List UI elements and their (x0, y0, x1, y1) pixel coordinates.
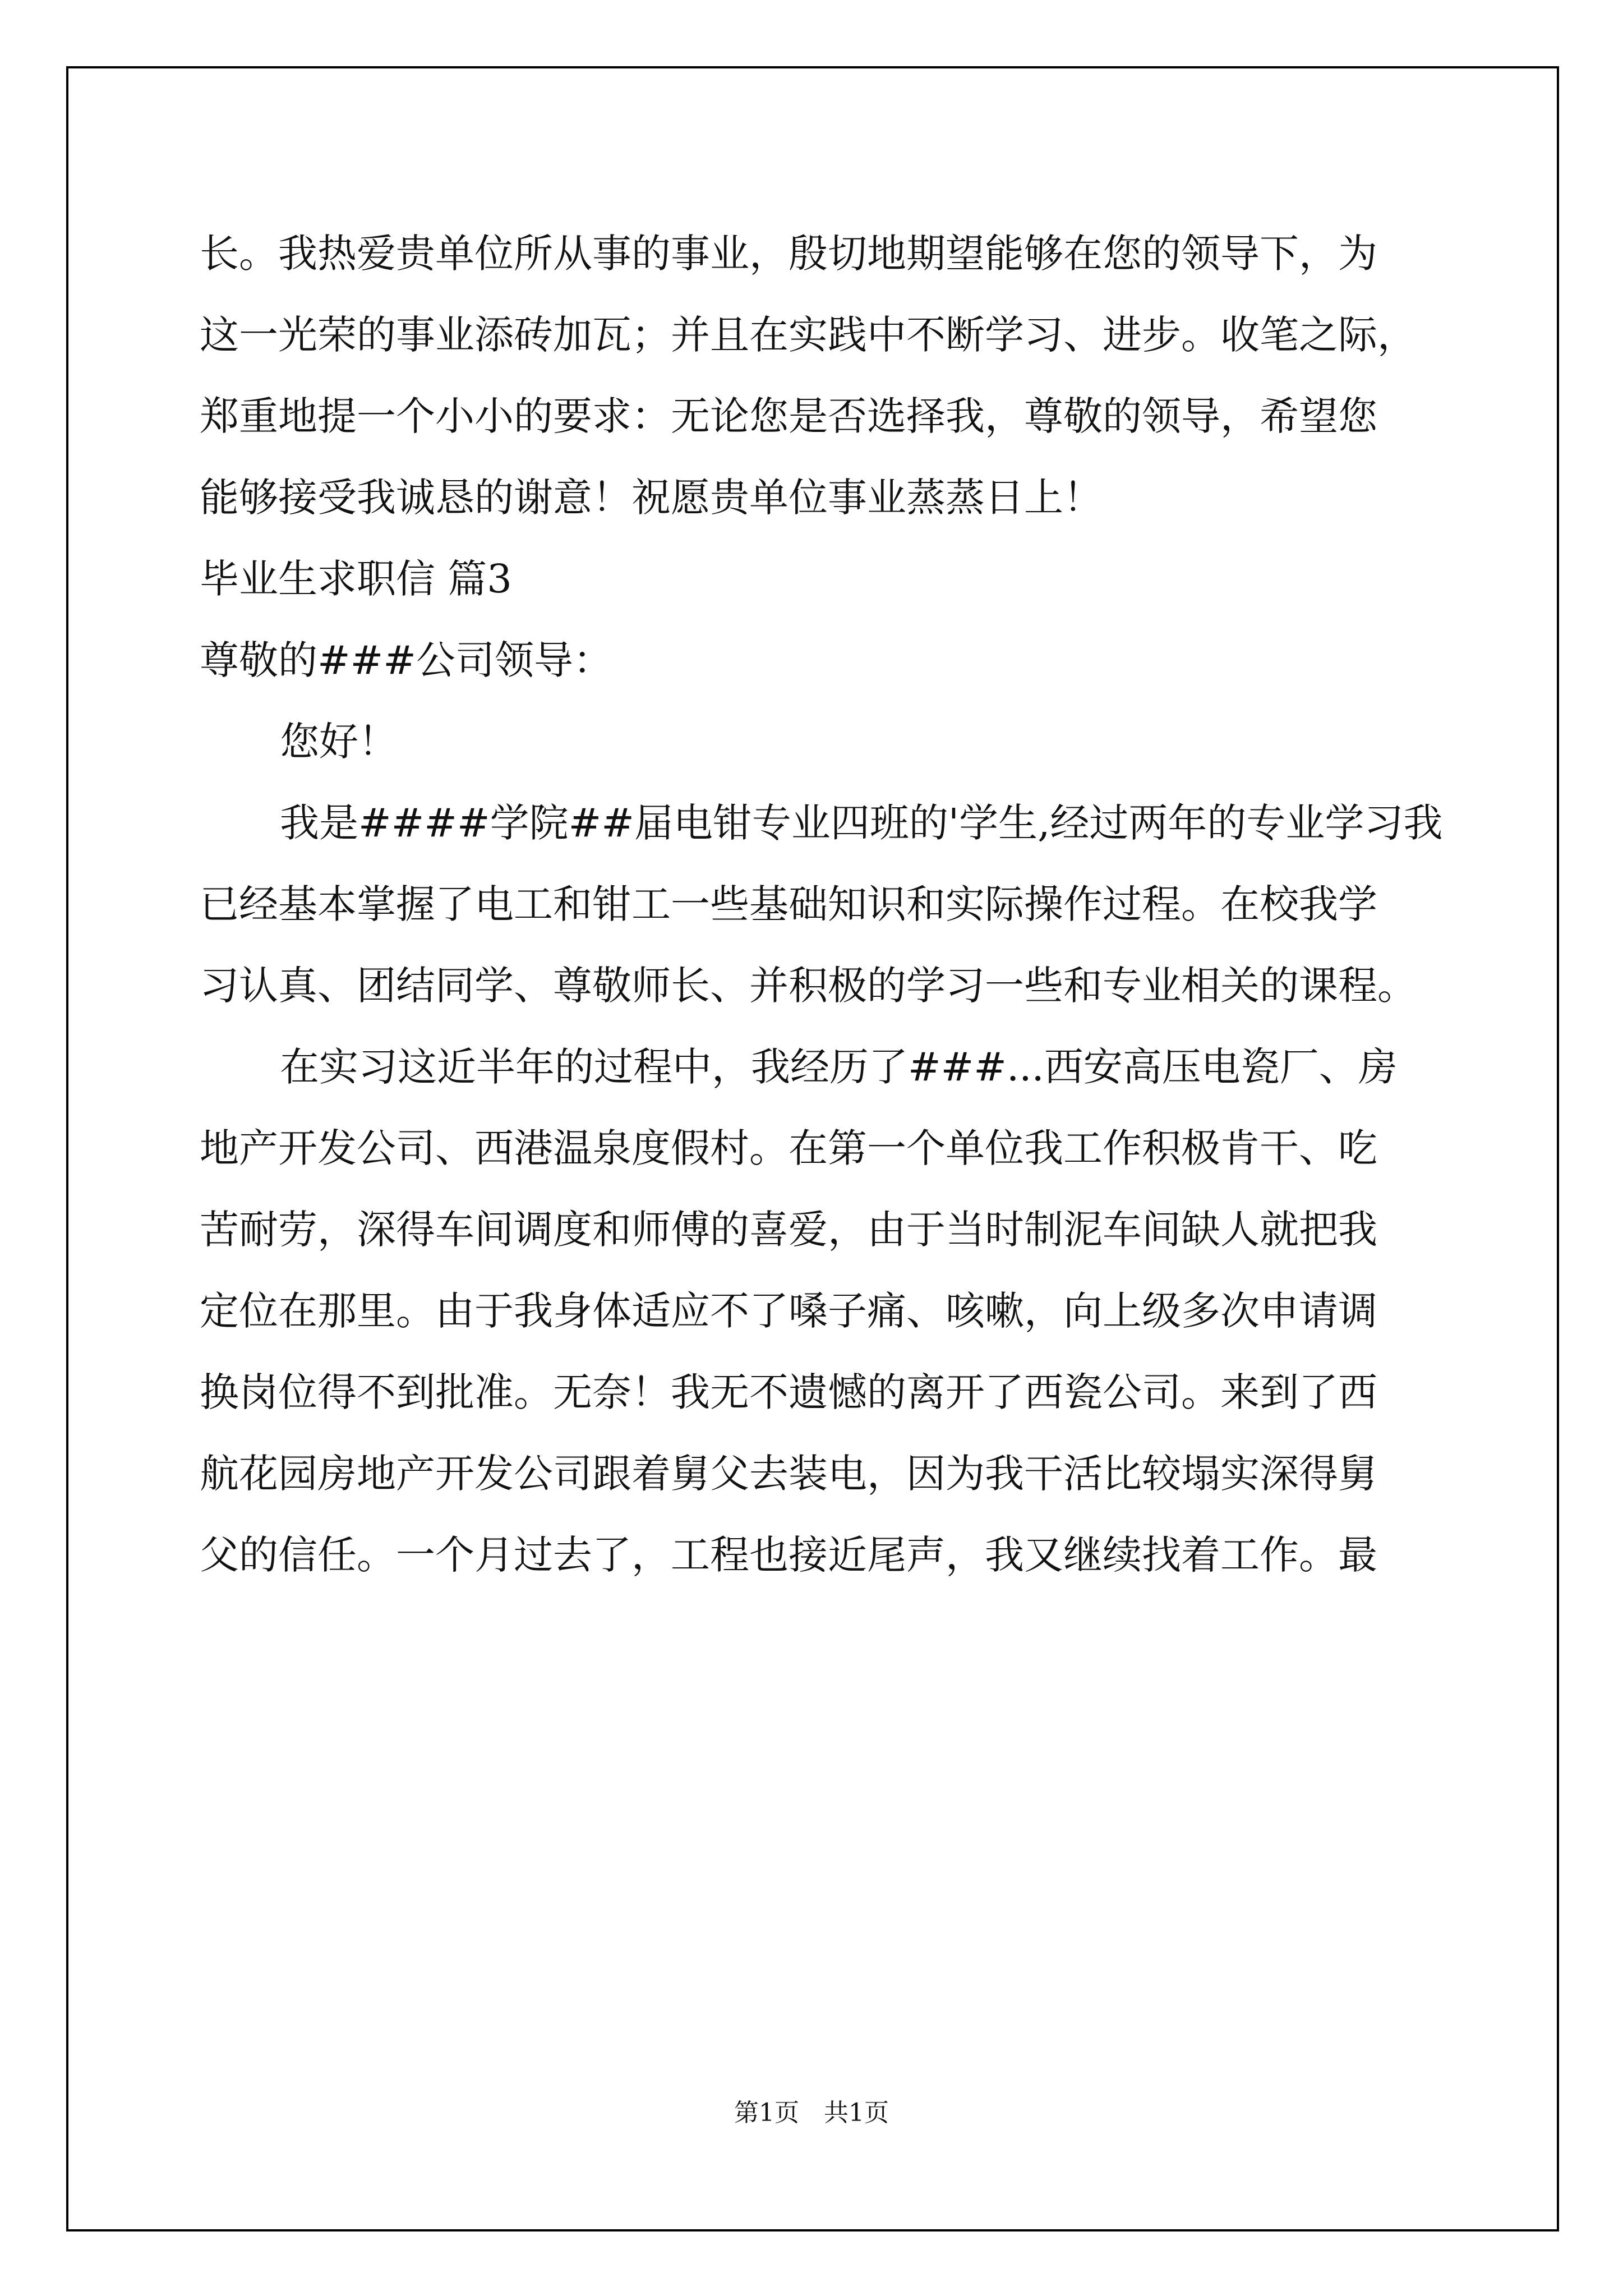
page-footer: 第1页 共1页 (734, 2099, 889, 2127)
text-line: 换岗位得不到批准。无奈！我无不遗憾的离开了西瓷公司。来到了西 (200, 1369, 1377, 1415)
text-line: 我是####学院##届电钳专业四班的'学生,经过两年的专业学习我 (280, 800, 1443, 846)
text-line: 定位在那里。由于我身体适应不了嗓子痛、咳嗽，向上级多次申请调 (200, 1288, 1377, 1334)
text-line: 郑重地提一个小小的要求：无论您是否选择我，尊敬的领导，希望您 (200, 393, 1377, 439)
text-line: 父的信任。一个月过去了，工程也接近尾声，我又继续找着工作。最 (200, 1532, 1377, 1578)
text-line: 能够接受我诚恳的谢意！祝愿贵单位事业蒸蒸日上！ (200, 475, 1103, 521)
text-line: 苦耐劳，深得车间调度和师傅的喜爱，由于当时制泥车间缺人就把我 (200, 1207, 1377, 1253)
text-line: 地产开发公司、西港温泉度假村。在第一个单位我工作积极肯干、吃 (200, 1125, 1377, 1171)
text-line: 长。我热爱贵单位所从事的事业，殷切地期望能够在您的领导下，为 (200, 231, 1377, 277)
text-line: 习认真、团结同学、尊敬师长、并积极的学习一些和专业相关的课程。 (200, 963, 1417, 1009)
section-heading: 毕业生求职信 篇3 (200, 556, 512, 602)
text-line: 这一光荣的事业添砖加瓦；并且在实践中不断学习、进步。收笔之际， (200, 312, 1417, 358)
greeting: 您好！ (280, 719, 398, 765)
text-line: 在实习这近半年的过程中，我经历了###...西安高压电瓷厂、房 (280, 1044, 1398, 1090)
document-body (200, 213, 1443, 1596)
text-line: 航花园房地产开发公司跟着舅父去装电，因为我干活比较塌实深得舅 (200, 1451, 1377, 1497)
salutation: 尊敬的###公司领导： (200, 637, 612, 683)
text-line: 已经基本掌握了电工和钳工一些基础知识和实际操作过程。在校我学 (200, 881, 1377, 927)
